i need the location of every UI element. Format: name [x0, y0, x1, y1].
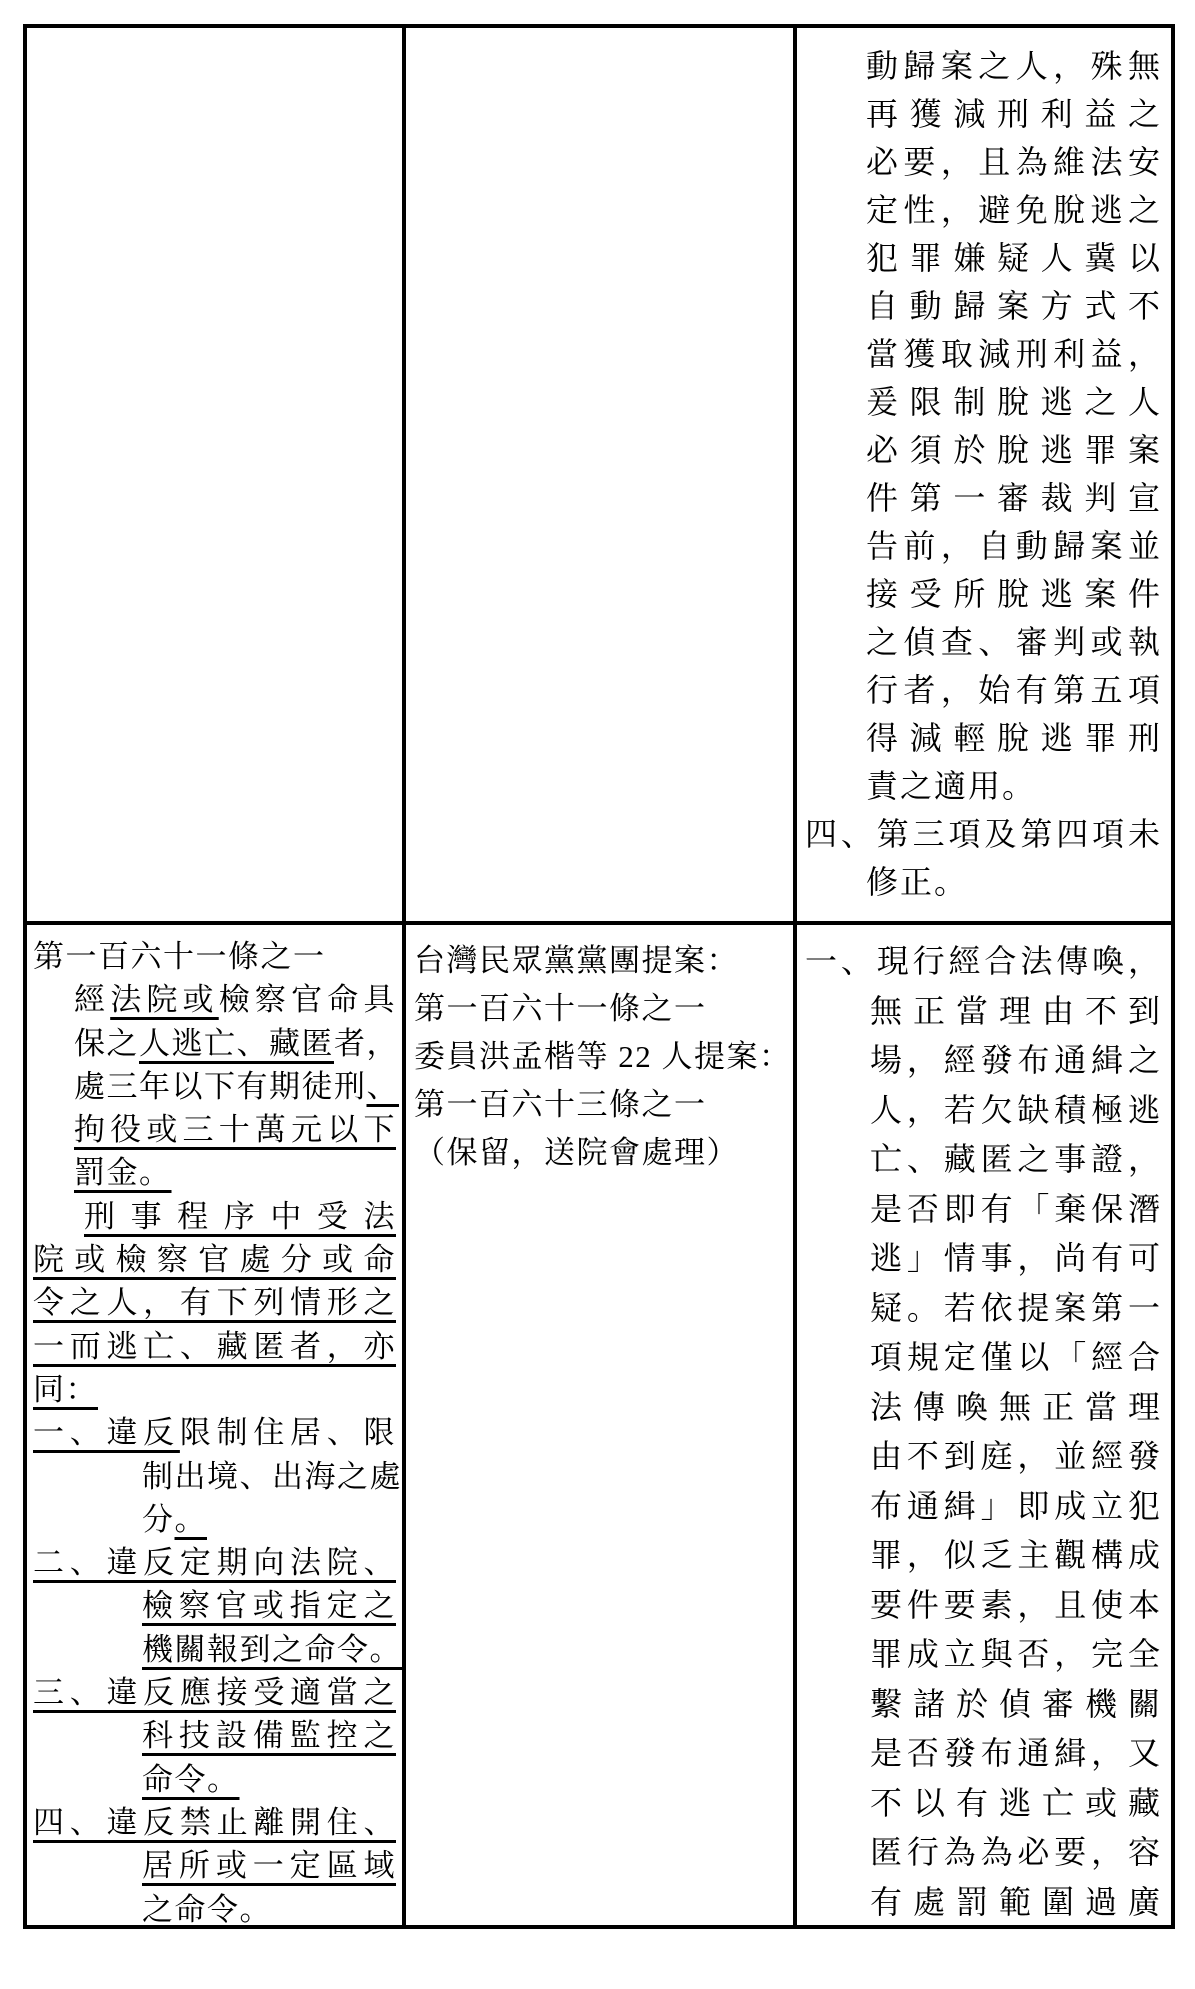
text-segment: 者， [334, 1025, 399, 1061]
text-segment: 第一百六十一條之一 [33, 939, 326, 974]
text-segment: 當獲取減刑利益， [866, 336, 1162, 372]
text-line [33, 1281, 396, 1324]
text-segment: 爰限制脫逃之人 [866, 384, 1162, 420]
text-segment: 責之適用。 [866, 768, 1037, 804]
underlined-text-segment: 拘役或三十萬元以下 [74, 1112, 396, 1148]
text-segment: 是否即有「棄保潛 [870, 1190, 1162, 1227]
underlined-text-segment: 機關報到之命令。 [142, 1631, 402, 1667]
text-line [805, 522, 1162, 570]
text-line [33, 1368, 396, 1411]
underlined-text-segment: 令之人，有下列情形之 [33, 1285, 396, 1321]
text-segment: 一、現行經合法傳喚， [805, 943, 1162, 979]
underlined-text-segment: 一而逃亡、藏匿者，亦 [33, 1328, 396, 1364]
text-line [414, 1081, 791, 1129]
text-line [805, 282, 1162, 330]
row2-proposal-source-cell [406, 925, 797, 1925]
text-line [805, 1383, 1162, 1433]
text-line [33, 1541, 396, 1584]
text-line [33, 1108, 396, 1151]
text-line [33, 1714, 396, 1757]
text-segment: 犯罪嫌疑人冀以 [866, 240, 1162, 276]
text-segment: 亡、藏匿之事證， [870, 1141, 1162, 1177]
text-segment: 接受所脫逃案件 [866, 576, 1162, 612]
text-line [33, 1411, 396, 1454]
text-line [805, 1828, 1162, 1878]
text-segment: 檢察官命具 [218, 982, 396, 1018]
text-segment: 不以有逃亡或藏 [870, 1784, 1162, 1821]
text-line [414, 985, 791, 1033]
text-segment: 制出境、出海之處 [142, 1458, 402, 1494]
text-segment: 項規定僅以「經合 [870, 1339, 1162, 1375]
text-line [805, 1878, 1162, 1926]
text-line [33, 1151, 396, 1194]
text-segment: 逃」情事，尚有可 [870, 1240, 1162, 1276]
text-line [33, 978, 396, 1021]
text-segment: 之偵查、審判或執 [866, 624, 1162, 660]
text-segment: 法傳喚無正當理 [870, 1388, 1162, 1425]
text-segment: 件第一審裁判宣 [866, 480, 1162, 516]
text-segment: 保之 [74, 1025, 139, 1061]
text-segment: 繫諸於偵審機關 [870, 1685, 1162, 1722]
text-line [805, 330, 1162, 378]
underlined-text-segment: 科技設備監控之 [142, 1718, 396, 1754]
text-line [805, 987, 1162, 1037]
underlined-text-segment: 法院或 [110, 982, 219, 1018]
text-line [33, 1022, 399, 1065]
text-segment: 動歸案之人，殊無 [866, 48, 1162, 84]
underlined-text-segment: 、 [366, 1068, 399, 1104]
text-segment: 分 [142, 1501, 175, 1537]
text-line [33, 1325, 396, 1368]
text-segment: 人，若欠缺積極逃 [870, 1091, 1162, 1128]
underlined-text-segment: 院或檢察官處分或命 [33, 1242, 396, 1278]
text-segment: 罪，似乏主觀構成 [870, 1537, 1162, 1573]
text-line [805, 1729, 1162, 1779]
text-line [33, 1455, 402, 1498]
text-segment: 是否發布通緝，又 [870, 1735, 1162, 1771]
text-line [805, 1333, 1162, 1383]
row1-current-law-cell [27, 28, 406, 925]
text-segment: 場，經發布通緝之 [870, 1042, 1162, 1078]
text-segment: 得減輕脫逃罪刑 [866, 720, 1162, 756]
underlined-text-segment: 之命令。 [142, 1891, 272, 1925]
text-line [33, 1801, 396, 1844]
text-line [33, 1671, 396, 1714]
text-line [805, 1482, 1162, 1532]
row1-explanation-cell [797, 28, 1171, 925]
text-line [805, 1630, 1162, 1680]
row1-proposal-cell [406, 28, 797, 925]
text-segment: 再獲減刑利益之 [866, 96, 1162, 132]
underlined-text-segment: 同： [33, 1371, 98, 1407]
underlined-text-segment: 。 [174, 1501, 207, 1537]
underlined-text-segment: 命令。 [142, 1761, 240, 1797]
text-line [805, 378, 1162, 426]
text-line [805, 618, 1162, 666]
text-segment: 匿行為為必要，容 [870, 1834, 1162, 1870]
text-line [33, 1584, 396, 1627]
text-segment: 布通緝」即成立犯 [870, 1487, 1162, 1524]
text-line [805, 1036, 1162, 1086]
text-segment: 要件要素，且使本 [870, 1586, 1162, 1623]
text-line [414, 937, 791, 985]
text-line [805, 666, 1162, 714]
text-line [805, 1135, 1162, 1185]
text-segment: 有處罰範圍過廣 [870, 1883, 1162, 1920]
text-segment: 罪成立與否，完全 [870, 1636, 1162, 1672]
text-line [805, 186, 1162, 234]
text-line [805, 1185, 1162, 1235]
text-segment: 由不到庭，並經發 [870, 1438, 1162, 1474]
text-segment: 台灣民眾黨黨團提案： [414, 943, 739, 978]
text-line [805, 1779, 1162, 1829]
text-line [414, 1129, 791, 1177]
text-segment: 經 [74, 982, 111, 1018]
text-segment: 無正當理由不到 [870, 992, 1162, 1029]
text-line [33, 1195, 396, 1238]
text-segment: 疑。若依提案第一 [870, 1289, 1162, 1326]
underlined-text-segment: 刑事程序中受法 [84, 1198, 396, 1234]
text-line [805, 762, 1162, 810]
text-line [805, 810, 1162, 858]
text-segment: 處三年以下有期徒刑 [74, 1068, 367, 1104]
text-line [805, 1432, 1162, 1482]
text-segment: 委員洪孟楷等 22 人提案： [414, 1039, 792, 1074]
text-line [805, 858, 1162, 906]
text-line [33, 1628, 402, 1671]
text-line [805, 714, 1162, 762]
underlined-text-segment: 檢察官或指定之 [142, 1588, 396, 1624]
text-segment: （保留，送院會處理） [414, 1135, 739, 1170]
underlined-text-segment: 二、違反定期向法院、 [33, 1545, 396, 1581]
text-segment: 限制住居、限 [179, 1415, 397, 1451]
text-segment: 告前，自動歸案並 [866, 528, 1162, 564]
underlined-text-segment: 罰金。 [74, 1155, 172, 1191]
text-line [33, 1888, 396, 1925]
text-line [805, 1284, 1162, 1334]
text-line [805, 90, 1162, 138]
underlined-text-segment: 四、違反禁止離開住、 [33, 1804, 396, 1840]
text-line [33, 1065, 399, 1108]
text-line [805, 234, 1162, 282]
text-segment: 修正。 [866, 864, 969, 900]
underlined-text-segment: 人逃亡、藏匿 [139, 1025, 334, 1061]
text-segment: 必要，且為維法安 [866, 144, 1162, 180]
text-segment: 四、第三項及第四項未 [805, 816, 1162, 852]
text-segment: 定性，避免脫逃之 [866, 192, 1162, 228]
text-line [805, 1086, 1162, 1136]
text-line [414, 1033, 791, 1081]
row2-explanation-cell [797, 925, 1171, 1925]
text-segment: 行者，始有第五項 [866, 672, 1162, 708]
text-segment: 自動歸案方式不 [866, 288, 1162, 324]
text-line [805, 474, 1162, 522]
text-line [33, 1498, 396, 1541]
law-comparison-table [23, 24, 1175, 1929]
text-segment: 第一百六十三條之一 [414, 1087, 707, 1122]
text-line [805, 570, 1162, 618]
text-line [33, 1238, 396, 1281]
text-line [33, 935, 396, 978]
text-segment: 必須於脫逃罪案 [866, 432, 1162, 468]
text-line [805, 138, 1162, 186]
underlined-text-segment: 三、違反應接受適當之 [33, 1675, 396, 1711]
text-line [805, 937, 1162, 987]
text-line [805, 1234, 1162, 1284]
underlined-text-segment: 居所或一定區域 [142, 1848, 396, 1884]
text-line [33, 1758, 396, 1801]
text-segment: 第一百六十一條之一 [414, 991, 707, 1026]
underlined-text-segment: 一、違反 [33, 1415, 180, 1451]
text-line [805, 1581, 1162, 1631]
text-line [805, 426, 1162, 474]
text-line [805, 1531, 1162, 1581]
text-line [805, 42, 1162, 90]
text-line [33, 1844, 396, 1887]
row2-article-text-cell [27, 925, 406, 1925]
text-line [805, 1680, 1162, 1730]
